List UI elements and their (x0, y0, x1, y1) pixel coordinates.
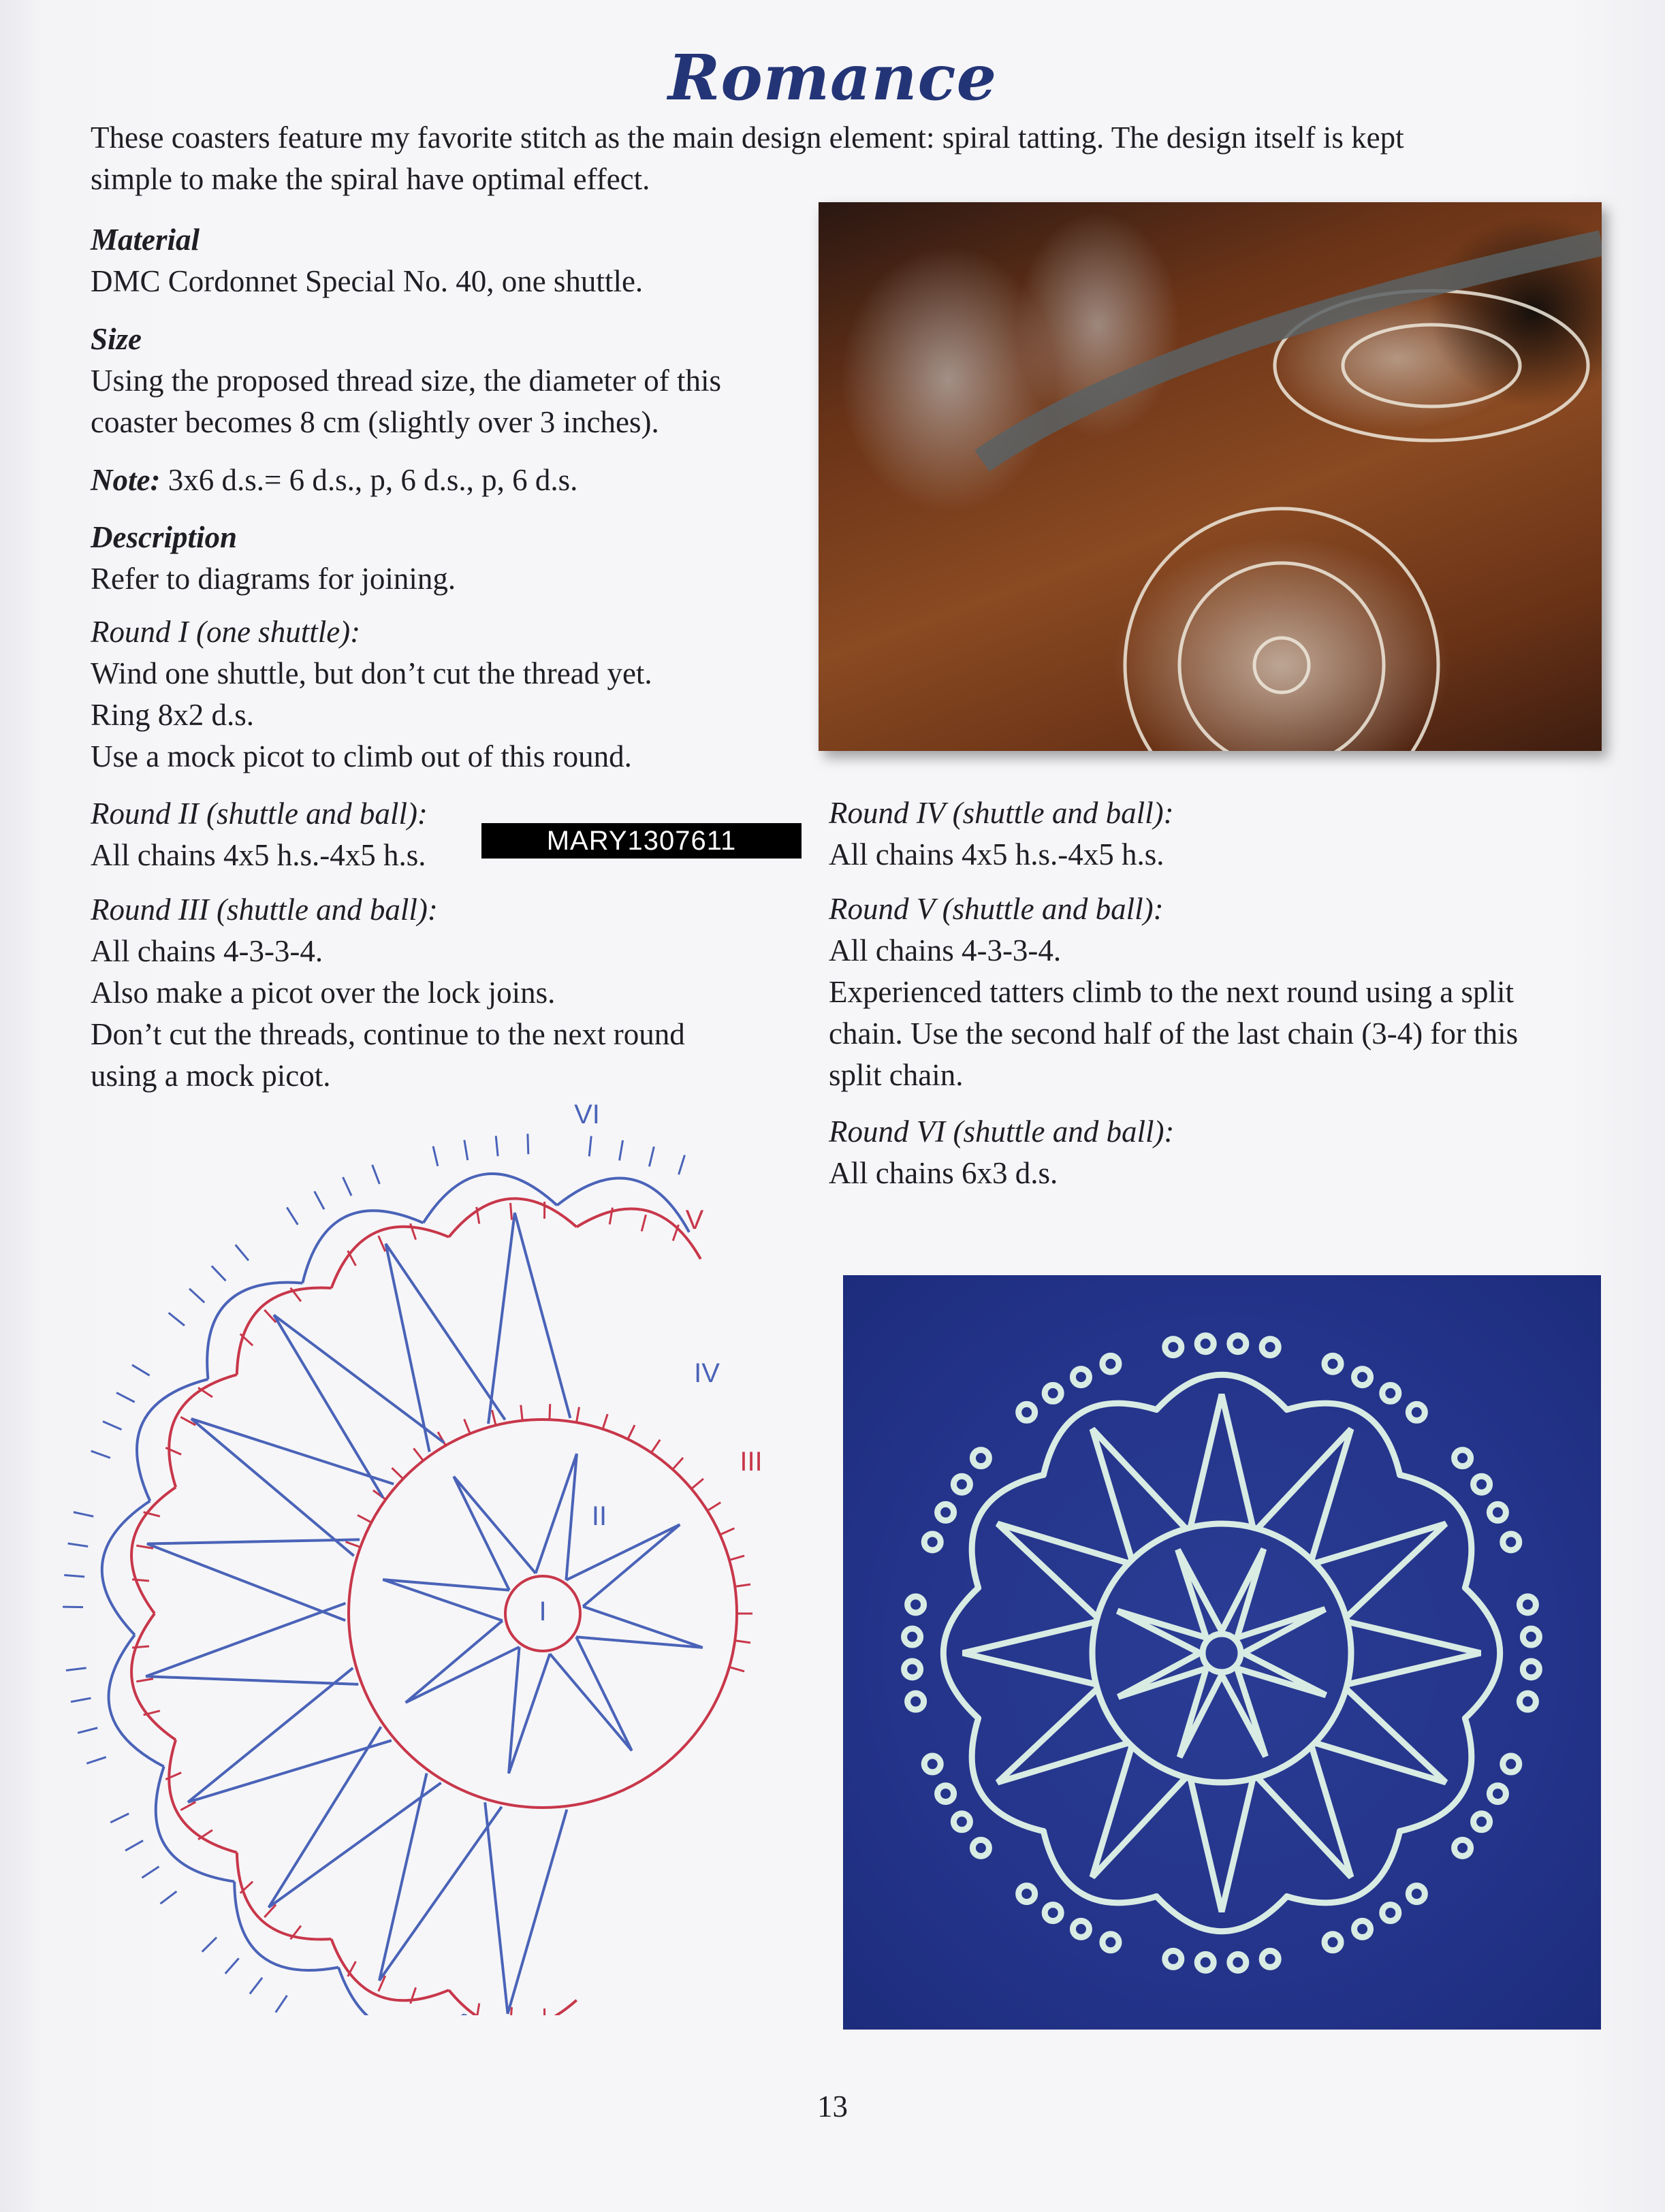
doily-picot (1230, 1336, 1246, 1352)
note-label: Note: (91, 463, 161, 497)
round3-heading: Round III (shuttle and ball): (91, 893, 438, 927)
picot-round-6 (276, 1995, 287, 2013)
picot-round-3 (628, 1425, 635, 1439)
doily-picot (1103, 1934, 1119, 1951)
picot-round-3 (464, 1419, 471, 1433)
picot-round-3 (346, 1542, 361, 1548)
picot-round-6 (74, 1512, 93, 1516)
doily-picot (1197, 1336, 1214, 1352)
doily-picot (1045, 1905, 1061, 1921)
picot-round-5 (379, 1236, 385, 1251)
round6-heading: Round VI (shuttle and ball): (829, 1115, 1175, 1149)
picot-round-5 (511, 1203, 512, 1220)
picot-round-6 (116, 1393, 135, 1402)
picot-round-6 (160, 1891, 176, 1904)
doily-picot (938, 1504, 954, 1520)
doily-outer-spoke (1347, 1622, 1480, 1684)
spoke-round-2 (536, 1454, 577, 1580)
doily-picot (924, 1534, 940, 1550)
doily-picot (1165, 1339, 1182, 1356)
photo-lace-sketch (819, 202, 1602, 751)
description-heading: Description (91, 520, 238, 554)
picot-round-5 (477, 2003, 479, 2015)
doily-picot (1503, 1534, 1519, 1550)
picot-round-6 (64, 1575, 84, 1576)
round5-heading: Round V (shuttle and ball): (829, 892, 1164, 926)
doily-picot (1325, 1356, 1341, 1372)
doily-outer-spoke (1257, 1429, 1351, 1560)
doily-picot (908, 1597, 924, 1613)
spoke-round-2 (509, 1647, 550, 1774)
label-round-1: I (539, 1597, 547, 1626)
picot-round-3 (576, 1407, 579, 1423)
doily-picot (1489, 1504, 1506, 1520)
spoke-round-2 (566, 1524, 680, 1606)
picot-round-6 (103, 1422, 121, 1430)
coaster-photo-blue (843, 1275, 1601, 2030)
picot-round-3 (651, 1440, 660, 1453)
doily-picot (1165, 1951, 1182, 1967)
scallop-round-6 (137, 1379, 208, 1501)
picot-round-6 (125, 1840, 143, 1850)
picot-round-3 (720, 1528, 734, 1535)
note-section (91, 460, 577, 501)
material-heading: Material (91, 223, 200, 257)
picot-round-3 (708, 1503, 721, 1511)
spoke-round-2 (576, 1607, 703, 1648)
picot-round-6 (169, 1313, 185, 1326)
picot-round-6 (91, 1451, 110, 1458)
doily-picot (1523, 1661, 1539, 1678)
doily-outer-spoke (998, 1524, 1128, 1618)
doily-picot (1197, 1954, 1214, 1970)
description-text: Refer to diagrams for joining. (91, 562, 456, 596)
picot-round-6 (132, 1365, 150, 1376)
doily-picot (904, 1629, 921, 1645)
picot-round-6 (250, 1978, 262, 1994)
picot-round-3 (603, 1414, 607, 1429)
picot-round-6 (236, 1245, 249, 1260)
photo-doily-sketch (843, 1275, 1601, 2030)
doily-picot (1262, 1339, 1278, 1356)
doily-picot (904, 1661, 921, 1678)
doily-outer-spoke (1190, 1394, 1253, 1528)
doily-picot (1103, 1356, 1119, 1372)
picot-round-3 (735, 1641, 750, 1643)
picot-round-6 (287, 1207, 298, 1224)
picot-round-6 (212, 1266, 226, 1281)
round4-heading: Round IV (shuttle and ball): (829, 796, 1174, 830)
spoke-round-4 (274, 1315, 444, 1498)
picot-round-6 (225, 1958, 239, 1974)
spoke-round-4 (188, 1668, 392, 1802)
round2-heading: Round II (shuttle and ball): (91, 797, 428, 831)
doily-picot (953, 1814, 970, 1830)
picot-round-6 (71, 1698, 91, 1702)
doily-picot (1354, 1369, 1371, 1385)
spoke-round-2 (454, 1477, 535, 1590)
spoke-round-4 (485, 1802, 567, 2013)
picot-round-5 (132, 1580, 149, 1581)
label-round-5: V (685, 1205, 704, 1235)
doily-picot (1408, 1886, 1425, 1902)
doily-picot (1354, 1921, 1371, 1937)
round6-section: Round VI (shuttle and ball): All chains 6x3 d.s. (829, 1111, 1174, 1194)
doily-picot (1474, 1814, 1490, 1830)
doily-picot (1019, 1886, 1035, 1902)
spoke-round-4 (379, 1774, 502, 1981)
note-text: 3x6 d.s.= 6 d.s., p, 6 d.s., p, 6 d.s. (160, 463, 578, 497)
page-title: Romance (667, 41, 998, 114)
picot-round-3 (673, 1458, 683, 1469)
doily-picot (972, 1840, 989, 1856)
picot-round-3 (492, 1410, 496, 1425)
doily-outer-spoke (1257, 1746, 1351, 1877)
picot-round-6 (86, 1757, 106, 1763)
doily-picot (1073, 1369, 1089, 1385)
picot-round-3 (392, 1468, 403, 1479)
doily-picot (1408, 1404, 1425, 1420)
doily-spoke (1117, 1611, 1206, 1653)
size-heading: Size (91, 322, 142, 356)
scallop-round-6 (207, 1283, 302, 1379)
picot-round-5 (609, 1208, 612, 1225)
doily-picot (1230, 1954, 1246, 1970)
doily-outer-spoke (1190, 1778, 1253, 1912)
spoke-round-2 (383, 1580, 509, 1620)
doily-picot (1045, 1385, 1061, 1401)
description-section (91, 517, 456, 600)
picot-round-6 (202, 1938, 217, 1952)
doily-picot (1455, 1450, 1471, 1466)
picot-round-6 (589, 1136, 591, 1157)
spoke-round-2 (406, 1620, 520, 1702)
picot-round-6 (66, 1668, 86, 1671)
picot-round-6 (496, 1136, 498, 1156)
size-section: Size Using the proposed thread size, the diameter of this coaster becomes 8 cm (slightly over 3 inches). (91, 319, 721, 443)
round5-section: Round V (shuttle and ball): All chains 4-3-3-4. Experienced tatters climb to the next round using a split chain. Use the second half of the last chain (3-4) for this split chain. (829, 888, 1518, 1096)
doily-picot (1489, 1786, 1506, 1802)
picot-round-3 (729, 1556, 744, 1560)
doily-picot (1474, 1476, 1490, 1492)
doily-picot (1455, 1840, 1471, 1856)
doily-picot (938, 1786, 954, 1802)
doily-picot (908, 1693, 924, 1710)
picot-round-6 (343, 1177, 351, 1196)
picot-round-6 (315, 1191, 324, 1209)
picot-round-3 (691, 1479, 703, 1489)
doily-outer-spoke (998, 1688, 1128, 1782)
label-round-4: IV (694, 1358, 720, 1388)
picot-round-3 (521, 1405, 522, 1421)
label-round-3: III (740, 1447, 763, 1477)
doily-picot (1523, 1629, 1539, 1645)
doily-picot (1519, 1693, 1536, 1710)
doily-outer-spoke (1315, 1524, 1446, 1618)
page-number: 13 (817, 2089, 848, 2123)
scallop-round-6 (424, 1174, 557, 1223)
picot-round-6 (679, 1155, 685, 1175)
scallop-round-6 (109, 1635, 164, 1766)
picot-round-5 (180, 1802, 195, 1810)
doily-picot (1019, 1404, 1035, 1420)
doily-picot (924, 1756, 940, 1772)
doily-picot (1382, 1385, 1399, 1401)
doily-outer-spoke (1315, 1688, 1446, 1782)
round1-section: Round I (one shuttle): Wind one shuttle, but don’t cut the thread yet. Ring 8x2 d.s. Use a mock picot to climb out of this round. (91, 611, 652, 778)
doily-spoke (1178, 1550, 1222, 1637)
spoke-round-4 (146, 1603, 358, 1684)
spoke-round-4 (385, 1244, 505, 1452)
picot-round-3 (735, 1584, 750, 1586)
doily-picot (1325, 1934, 1341, 1951)
round2-section: Round II (shuttle and ball): All chains 4x5 h.s.-4x5 h.s. (91, 793, 428, 876)
round1-heading: Round I (one shuttle): (91, 615, 361, 649)
picot-round-3 (413, 1448, 423, 1460)
intro-text: These coasters feature my favorite stitch as the main design element: spiral tatting. The design itself is kept simple to make the spiral have optimal effect. (91, 121, 1404, 196)
picot-round-6 (433, 1147, 438, 1166)
picot-round-6 (620, 1140, 623, 1161)
doily-picot (1519, 1597, 1536, 1613)
round3-section: Round III (shuttle and ball): All chains 4-3-3-4. Also make a picot over the lock joins. Don’t cut the threads, continue to the next round using a mock picot. (91, 889, 685, 1097)
picot-round-6 (189, 1289, 204, 1302)
doily-picot (1382, 1905, 1399, 1921)
doily-outer-spoke (1092, 1746, 1186, 1877)
spoke-round-4 (269, 1727, 441, 1907)
picot-round-5 (641, 1215, 646, 1231)
doily-outer-spoke (1092, 1429, 1186, 1560)
doily-spoke (1222, 1669, 1265, 1757)
picot-round-6 (464, 1140, 468, 1160)
watermark-label: MARY1307611 (481, 823, 802, 859)
round4-section: Round IV (shuttle and ball): All chains 4x5 h.s.-4x5 h.s. (829, 792, 1174, 876)
picot-round-6 (142, 1867, 159, 1878)
picot-round-3 (729, 1667, 744, 1671)
scallop-round-6 (557, 1178, 689, 1232)
doily-spoke (1237, 1609, 1325, 1653)
spoke-round-2 (550, 1637, 631, 1750)
doily-spoke (1222, 1549, 1264, 1637)
doily-picot (972, 1450, 989, 1466)
doily-picot (1503, 1756, 1519, 1772)
doily-picot (1262, 1951, 1278, 1967)
material-section (91, 219, 643, 302)
doily-outer-spoke (963, 1622, 1096, 1684)
spoke-round-4 (191, 1419, 394, 1556)
material-text: DMC Cordonnet Special No. 40, one shuttle. (91, 264, 644, 298)
scallop-round-5 (332, 1227, 449, 1288)
scallop-round-6 (156, 1767, 234, 1882)
label-round-6: VI (574, 1100, 600, 1129)
picot-round-5 (198, 1830, 212, 1840)
doily-spoke (1118, 1653, 1206, 1697)
picot-round-6 (78, 1728, 97, 1733)
doily-picot (953, 1476, 970, 1492)
picot-round-6 (110, 1814, 129, 1823)
spoke-round-4 (488, 1213, 570, 1424)
picot-round-5 (198, 1388, 212, 1397)
picot-round-6 (372, 1165, 380, 1184)
picot-round-3 (358, 1515, 371, 1522)
label-round-2: II (591, 1501, 607, 1531)
scallop-round-5 (577, 1208, 701, 1259)
picot-round-6 (649, 1147, 654, 1166)
doily-spoke (1237, 1653, 1326, 1695)
scallop-round-5 (131, 1487, 176, 1614)
picot-round-6 (68, 1543, 89, 1546)
diagram-lines (63, 1134, 752, 2015)
coaster-photo-with-glasses (819, 202, 1602, 751)
doily-spoke (1179, 1669, 1222, 1757)
picot-round-5 (132, 1646, 149, 1648)
tatting-diagram (0, 1076, 817, 2015)
doily-picot (1073, 1921, 1089, 1937)
picot-round-5 (136, 1679, 153, 1682)
